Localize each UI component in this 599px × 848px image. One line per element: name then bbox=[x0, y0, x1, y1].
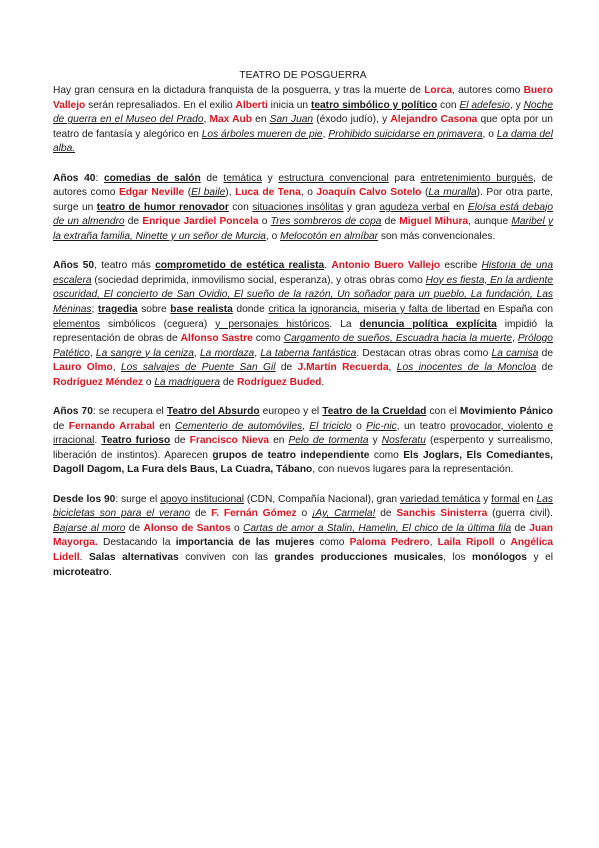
underlined-term: elementos bbox=[53, 318, 101, 330]
author-name: Alejandro Casona bbox=[390, 114, 478, 126]
work-title: Los árboles mueren de pie bbox=[201, 128, 323, 140]
key-term: teatro de humor renovador bbox=[96, 201, 229, 213]
author-name: Joaquín Calvo Sotelo bbox=[316, 187, 422, 199]
key-term: comprometido de estética realista bbox=[155, 260, 325, 272]
work-title: Cementerio de automóviles bbox=[174, 420, 303, 432]
paragraph-anos-70: Años 70: se recupera el Teatro del Absurdo europeo y el Teatro de la Crueldad con el Movimiento Pánico de Fernando Arrabal en Cementerio de automóviles, El triciclo o Pic-nic, un teatro provocador, violento e irracional. Teatro furioso de Francisco Nieva en Pelo de tormenta y Nosferatu (esperpento y surrealismo, liberación de instintos). Aparecen grupos de teatro independiente como Els Joglars, Els Comediantes, Dagoll Dagom, La Fura dels Baus, La Cuadra, Tábano, con nuevos lugares para la representación. bbox=[53, 406, 554, 476]
document-title: TEATRO DE POSGUERRA bbox=[239, 70, 367, 81]
work-title: Historia de una escalera bbox=[53, 260, 553, 286]
work-title: Las bicicletas son para el verano bbox=[53, 493, 553, 520]
work-title: La madriguera bbox=[154, 376, 221, 388]
key-term: Teatro furioso bbox=[101, 435, 171, 447]
author-name: J.Martín Recuerda bbox=[297, 362, 389, 374]
work-title: Los salvajes de Puente San Gil bbox=[121, 362, 276, 374]
work-title: La dama del alba. bbox=[53, 128, 553, 155]
underlined-term: variedad temática bbox=[399, 493, 481, 505]
author-name: Francisco Nieva bbox=[189, 435, 270, 447]
work-title: Pelo de tormenta bbox=[288, 435, 369, 447]
work-title: Prólogo Patético bbox=[53, 333, 553, 359]
underlined-term: y personajes históricos bbox=[215, 318, 330, 330]
paragraph-desde-90: Desde los 90: surge el apoyo institucional (CDN, Compañía Nacional), gran variedad temática y formal en Las bicicletas son para el verano de F. Fernán Gómez o ¡Ay, Carmela! de Sanchis Sinisterra (guerra civil). Bajarse al moro de Alonso de Santos o Cartas de amor a Stalin, Hamelin, El chico de la última fila de Juan Mayorga. Destacando la importancia de las mujeres como Paloma Pedrero, Laila Ripoll o Angélica Lidell. Salas alternativas conviven con las grandes producciones musicales, los monólogos y el microteatro. bbox=[53, 493, 554, 578]
author-name: Rodríguez Buded bbox=[237, 376, 322, 388]
author-name: Angélica Lidell bbox=[53, 537, 554, 563]
underlined-term: apoyo institucional bbox=[160, 493, 245, 505]
bold-term: microteatro bbox=[53, 566, 110, 578]
key-term: Teatro de la Crueldad bbox=[322, 406, 427, 418]
underlined-term: formal bbox=[491, 493, 520, 505]
bold-term: Años 70 bbox=[53, 406, 93, 418]
work-title: La mordaza bbox=[199, 347, 255, 359]
author-name: Alfonso Sastre bbox=[180, 333, 253, 345]
work-title: Hoy es fiesta, En la ardiente oscuridad, El concierto de San Ovidio, El sueño de la razón, Un soñador para un pueblo, La fundación, Las Meninas bbox=[53, 274, 554, 315]
key-term: Teatro del Absurdo bbox=[166, 406, 260, 418]
work-title: San Juan bbox=[269, 114, 314, 126]
author-name: Lauro Olmo bbox=[53, 362, 113, 374]
bold-term: Desde los 90 bbox=[53, 493, 116, 505]
key-term: teatro simbólico y político bbox=[310, 99, 438, 111]
underlined-term: entretenimiento burgués bbox=[420, 172, 534, 184]
bold-term: Años 40 bbox=[53, 172, 96, 184]
work-title: La sangre y la ceniza bbox=[95, 347, 194, 359]
key-term: denuncia política explícita bbox=[359, 318, 497, 330]
paragraph-posguerra-intro: Hay gran censura en la dictadura franquista de la posguerra, y tras la muerte de Lorca, autores como Buero Vallejo serán represaliados. En el exilio Alberti inicia un teatro simbólico y político con El adefesio, y Noche de guerra en el Museo del Prado, Max Aub en San Juan (éxodo judío), y Alejandro Casona que opta por un teatro de fantasía y alegórico en Los árboles mueren de pie, Prohibido suicidarse en primavera, o La dama del alba. bbox=[53, 85, 554, 155]
author-name: Laila Ripoll bbox=[437, 537, 495, 549]
work-title: Cargamento de sueños, Escuadra hacia la muerte bbox=[283, 333, 512, 345]
paragraph-anos-40: Años 40: comedias de salón de temática y estructura convencional para entretenimiento burgués, de autores como Edgar Neville (El baile), Luca de Tena, o Joaquín Calvo Sotelo (La muralla). Por otra parte, surge un teatro de humor renovador con situaciones insólitas y gran agudeza verbal en Eloísa está debajo de un almendro de Enrique Jardiel Poncela o Tres sombreros de copa de Miguel Mihura, aunque Maribel y la extraña familia, Ninette y un señor de Murcia, o Melocotón en almíbar son más convencionales. bbox=[53, 172, 554, 242]
author-name: Miguel Mihura bbox=[399, 216, 469, 228]
author-name: Rodríguez Méndez bbox=[53, 376, 143, 388]
work-title: Maribel y la extraña familia, Ninette y un señor de Murcia bbox=[53, 216, 554, 242]
author-name: Juan Mayorga. bbox=[53, 522, 553, 549]
work-title: La taberna fantástica bbox=[260, 347, 357, 359]
bold-term: Años 50 bbox=[53, 260, 95, 272]
bold-term: grandes producciones musicales bbox=[274, 552, 444, 563]
key-term: comedias de salón bbox=[103, 172, 201, 184]
bold-term: grupos de teatro independiente bbox=[212, 449, 370, 461]
work-title: Nosferatu bbox=[381, 435, 426, 447]
bold-term: Els Joglars, Els Comediantes, Dagoll Dagom, La Fura dels Baus, La Cuadra, Tábano bbox=[53, 449, 554, 476]
author-name: Sanchis Sinisterra bbox=[396, 508, 488, 520]
key-term: tragedia bbox=[97, 303, 138, 315]
work-title: Pic-nic bbox=[366, 420, 397, 432]
author-name: Buero Vallejo bbox=[53, 85, 553, 111]
underlined-term: agudeza verbal bbox=[379, 201, 450, 213]
underlined-term: critica la ignorancia, miseria y falta de libertad bbox=[268, 303, 480, 315]
work-title: El triciclo bbox=[309, 420, 352, 432]
bold-term: monólogos bbox=[472, 552, 527, 563]
author-name: F. Fernán Gómez bbox=[211, 508, 297, 520]
author-name: Max Aub bbox=[209, 114, 252, 126]
underlined-term: temática bbox=[223, 172, 262, 184]
work-title: Cartas de amor a Stalin, Hamelin, El chico de la última fila bbox=[243, 522, 512, 534]
author-name: Fernando Arrabal bbox=[68, 420, 155, 432]
work-title: Eloísa está debajo de un almendro bbox=[53, 201, 553, 228]
underlined-term: situaciones insólitas bbox=[252, 201, 344, 213]
author-name: Alonso de Santos bbox=[143, 522, 231, 534]
author-name: Edgar Neville bbox=[118, 187, 185, 199]
work-title: Noche de guerra en el Museo del Prado bbox=[53, 99, 554, 126]
underlined-term: provocador, violento e irracional bbox=[53, 420, 553, 447]
work-title: Melocotón en almíbar bbox=[280, 230, 379, 242]
author-name: Alberti bbox=[235, 99, 268, 111]
work-title: Bajarse al moro bbox=[53, 522, 126, 534]
work-title: El baile bbox=[191, 187, 226, 199]
bold-term: importancia de las mujeres bbox=[175, 537, 315, 549]
author-name: Paloma Pedrero bbox=[349, 537, 430, 549]
bold-term: Movimiento Pánico bbox=[459, 406, 553, 418]
paragraph-anos-50: Años 50, teatro más comprometido de estética realista. Antonio Buero Vallejo escribe Historia de una escalera (sociedad deprimida, inmovilismo social, esperanza), y otras obras como Hoy es fiesta, En la ardiente oscuridad, El concierto de San Ovidio, El sueño de la razón, Un soñador para un pueblo, La fundación, Las Meninas; tragedia sobre base realista donde critica la ignorancia, miseria y falta de libertad en España con elementos simbólicos (ceguera) y personajes históricos. La denuncia política explícita impidió la representación de obras de Alfonso Sastre como Cargamento de sueños, Escuadra hacia la muerte, Prólogo Patético, La sangre y la ceniza, La mordaza, La taberna fantástica. Destacan otras obras como La camisa de Lauro Olmo, Los salvajes de Puente San Gil de J.Martín Recuerda, Los inocentes de la Moncloa de Rodríguez Méndez o La madriguera de Rodríguez Buded. bbox=[53, 260, 554, 388]
work-title: Prohibido suicidarse en primavera bbox=[328, 128, 483, 140]
work-title: ¡Ay, Carmela! bbox=[311, 508, 376, 520]
author-name: Enrique Jardiel Poncela bbox=[142, 216, 259, 228]
work-title: La muralla bbox=[428, 187, 477, 199]
key-term: base realista bbox=[170, 303, 233, 315]
work-title: La camisa bbox=[491, 347, 539, 359]
underlined-term: estructura convencional bbox=[278, 172, 389, 184]
bold-term: Salas alternativas bbox=[88, 552, 179, 563]
author-name: Luca de Tena bbox=[235, 187, 301, 199]
work-title: Tres sombreros de copa bbox=[270, 216, 382, 228]
author-name: Antonio Buero Vallejo bbox=[331, 260, 441, 272]
work-title: Los inocentes de la Moncloa bbox=[396, 362, 537, 374]
work-title: El adefesio bbox=[459, 99, 510, 111]
author-name: Lorca bbox=[424, 85, 452, 96]
